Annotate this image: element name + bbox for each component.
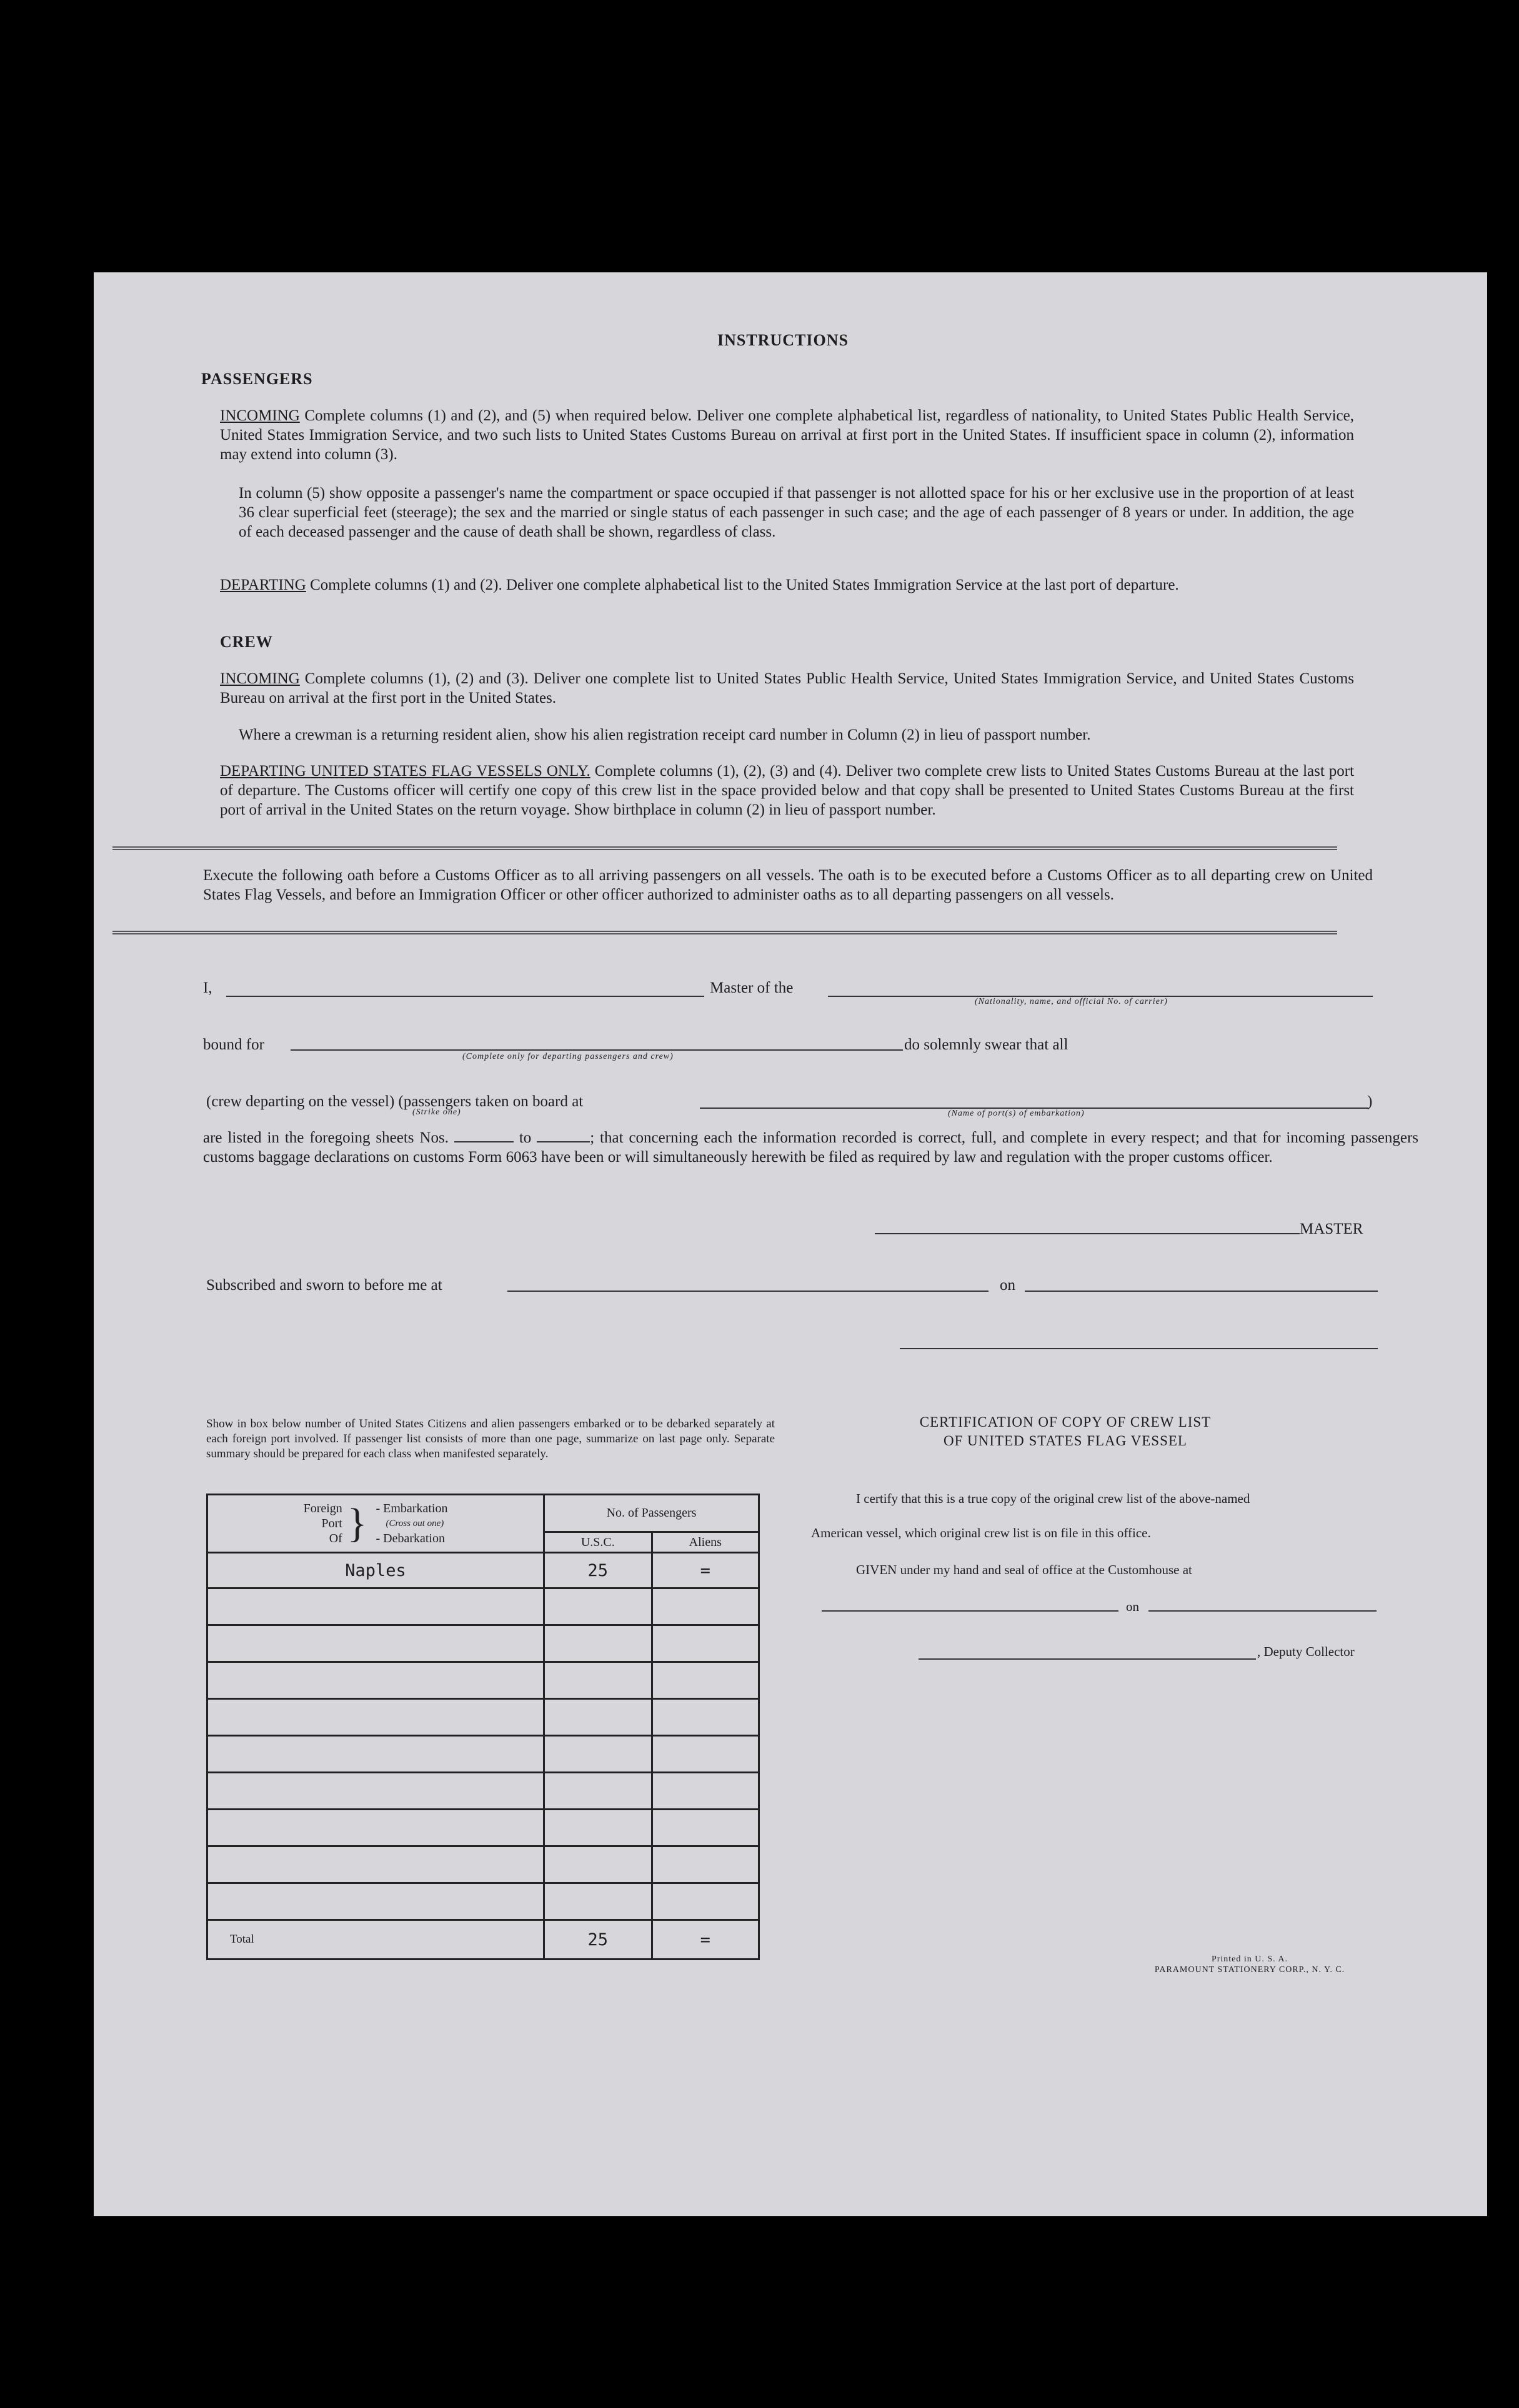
port-cell[interactable] (207, 1846, 544, 1883)
swear-text: do solemnly swear that all (904, 1036, 1068, 1053)
total-row (207, 1920, 759, 1960)
master-name-field[interactable] (226, 996, 704, 997)
section-divider-top (112, 846, 1337, 850)
table-row (207, 1662, 759, 1699)
total-usc: 25 (544, 1920, 652, 1960)
passenger-summary-table (206, 1494, 760, 1960)
bound-for-field[interactable] (291, 1049, 903, 1051)
bound-for-hint: (Complete only for departing passengers and crew) (462, 1052, 674, 1061)
officer-signature-field[interactable] (900, 1348, 1378, 1349)
table-row (207, 1588, 759, 1625)
certify-text: I certify that this is a true copy of the original crew list of the above-named (856, 1491, 1250, 1506)
debarkation-label: - Debarkation (376, 1532, 445, 1545)
carrier-hint: (Nationality, name, and official No. of carrier) (975, 997, 1168, 1006)
close-paren: ) (1367, 1093, 1373, 1110)
port-cell[interactable] (207, 1810, 544, 1846)
crew-departing-text: (crew departing on the vessel) (passengers taken on board at (206, 1093, 584, 1110)
aliens-cell: = (652, 1553, 759, 1588)
table-row (207, 1736, 759, 1773)
total-aliens: = (652, 1920, 759, 1960)
crew-heading: CREW (220, 633, 273, 651)
port-cell[interactable] (207, 1699, 544, 1736)
aliens-cell[interactable] (652, 1846, 759, 1883)
usc-cell[interactable] (544, 1662, 652, 1699)
summary-note: Show in box below number of United States Citizens and alien passengers embarked or to be debarked separately at each foreign port involved. If passenger list consists of more than one page, summarize on last page only. Separate summary should be prepared for each class when manifested separately. (206, 1417, 775, 1460)
certification-title-line2: OF UNITED STATES FLAG VESSEL (944, 1433, 1187, 1449)
usc-cell[interactable] (544, 1846, 652, 1883)
passengers-departing-paragraph (220, 575, 1354, 595)
aliens-cell[interactable] (652, 1625, 759, 1662)
bound-for-label: bound for (203, 1036, 264, 1053)
departing-flag-text: Complete columns (1), (2), (3) and (4). Deliver two complete crew lists to United States Customs Bureau at the last port of departure. The Customs officer will certify one copy of this crew list in the space provided below and that copy shall be presented to United States Customs Bureau at the first port of arrival in the United States on the return voyage. Show birthplace in column (2) in lieu of passport number. (220, 763, 1355, 818)
subscribed-text: Subscribed and sworn to before me at (206, 1277, 442, 1294)
certification-title (887, 1413, 1243, 1450)
port-cell[interactable] (207, 1588, 544, 1625)
aliens-header: Aliens (652, 1532, 759, 1553)
foreign-label: Foreign (303, 1502, 342, 1515)
departing-flag-paragraph (220, 761, 1354, 820)
master-of-label: Master of the (710, 979, 794, 996)
listed-text-b: ; that concerning each the information recorded is correct, full, and complete in every respect; and that for incoming passengers customs baggage declarations on customs Form 6063 have been or will simultaneously herewith be filed as required by law and regulation with the proper customs officer. (203, 1129, 1419, 1166)
port-hint: (Name of port(s) of embarkation) (948, 1109, 1085, 1118)
sheet-to-field[interactable] (537, 1141, 590, 1142)
crewman-paragraph: Where a crewman is a returning resident alien, show his alien registration receipt card number in Column (2) in lieu of passport number. (239, 726, 1091, 743)
cross-out-hint: (Cross out one) (386, 1519, 444, 1529)
sworn-place-field[interactable] (507, 1291, 989, 1292)
american-vessel-text: American vessel, which original crew list is on file in this office. (811, 1525, 1151, 1540)
usc-cell[interactable] (544, 1810, 652, 1846)
master-signature-field[interactable] (875, 1233, 1300, 1234)
section-divider-oath (112, 931, 1337, 934)
aliens-cell[interactable] (652, 1699, 759, 1736)
printer-imprint (1062, 1954, 1437, 1975)
aliens-cell[interactable] (652, 1588, 759, 1625)
listed-paragraph (203, 1128, 1418, 1167)
incoming-text: Complete columns (1) and (2), and (5) when required below. Deliver one complete alphabetical list, regardless of nationality, to United States Public Health Service, United States Immigration Service, and two such lists to United States Customs Bureau on arrival at first port in the United States. If insufficient space in column (2), information may extend into column (3). (220, 407, 1355, 463)
table-row (207, 1810, 759, 1846)
usc-cell[interactable] (544, 1736, 652, 1773)
departing-label: DEPARTING (220, 577, 306, 593)
sworn-date-field[interactable] (1025, 1291, 1378, 1292)
usc-cell[interactable] (544, 1773, 652, 1810)
port-cell[interactable] (207, 1736, 544, 1773)
strike-one-hint: (Strike one) (412, 1107, 461, 1117)
aliens-cell[interactable] (652, 1736, 759, 1773)
oath-i-label: I, (203, 979, 212, 996)
usc-cell: 25 (544, 1553, 652, 1588)
of-label: Of (329, 1532, 342, 1545)
certification-date-field[interactable] (1148, 1610, 1377, 1612)
usc-header: U.S.C. (544, 1532, 652, 1553)
aliens-cell[interactable] (652, 1773, 759, 1810)
table-row (207, 1846, 759, 1883)
usc-cell[interactable] (544, 1588, 652, 1625)
sheet-from-field[interactable] (454, 1141, 514, 1142)
aliens-cell[interactable] (652, 1883, 759, 1920)
column5-paragraph: In column (5) show opposite a passenger's name the compartment or space occupied if that passenger is not allotted space for his or her exclusive use in the proportion of at least 36 clear superficial feet (steerage); the sex and the married or single status of each passenger in such case; and the age of each passenger of 8 years or under. In addition, the age of each deceased passenger and the cause of death shall be shown, regardless of class. (239, 485, 1354, 540)
total-label: Total (207, 1920, 544, 1960)
deputy-collector-signature-field[interactable] (919, 1658, 1256, 1660)
brace-icon: } (347, 1500, 367, 1546)
no-of-passengers-header: No. of Passengers (544, 1495, 759, 1532)
incoming-label: INCOMING (220, 407, 300, 424)
crew-incoming-paragraph (220, 669, 1354, 708)
usc-cell[interactable] (544, 1699, 652, 1736)
customhouse-field[interactable] (822, 1610, 1118, 1612)
crew-incoming-text: Complete columns (1), (2) and (3). Deliver one complete list to United States Public Health Service, United States Immigration Service, and United States Customs Bureau on arrival at the first port in the United States. (220, 670, 1355, 706)
table-row (207, 1553, 759, 1588)
table-row (207, 1625, 759, 1662)
passengers-heading: PASSENGERS (201, 370, 313, 388)
master-label: MASTER (1300, 1221, 1363, 1237)
given-text: GIVEN under my hand and seal of office at the Customhouse at (856, 1562, 1192, 1577)
embarkation-label: - Embarkation (376, 1502, 448, 1515)
table-row (207, 1773, 759, 1810)
oath-intro: Execute the following oath before a Customs Officer as to all arriving passengers on all vessels. The oath is to be executed before a Customs Officer as to all departing crew on United States Flag Vessels, and before an Immigration Officer or other officer authorized to administer oaths as to all departing passengers on all vessels. (203, 867, 1373, 903)
port-cell[interactable] (207, 1773, 544, 1810)
printer-line2: PARAMOUNT STATIONERY CORP., N. Y. C. (1154, 1965, 1345, 1974)
port-label: Port (321, 1517, 342, 1530)
sworn-on-label: on (1000, 1277, 1015, 1294)
port-cell: Naples (207, 1553, 544, 1588)
listed-to: to (519, 1129, 532, 1146)
deputy-collector-label: , Deputy Collector (1257, 1644, 1355, 1659)
crew-incoming-label: INCOMING (220, 670, 300, 687)
table-row (207, 1883, 759, 1920)
port-cell[interactable] (207, 1883, 544, 1920)
departing-text: Complete columns (1) and (2). Deliver one complete alphabetical list to the United States Immigration Service at the last port of departure. (310, 577, 1179, 593)
departing-flag-label: DEPARTING UNITED STATES FLAG VESSELS ONLY. (220, 763, 590, 780)
aliens-cell[interactable] (652, 1810, 759, 1846)
table-row (207, 1699, 759, 1736)
usc-cell[interactable] (544, 1883, 652, 1920)
port-cell[interactable] (207, 1625, 544, 1662)
port-cell[interactable] (207, 1662, 544, 1699)
passengers-incoming-paragraph (220, 406, 1354, 464)
aliens-cell[interactable] (652, 1662, 759, 1699)
printer-line1: Printed in U. S. A. (1211, 1955, 1288, 1964)
port-header-cell (207, 1495, 544, 1553)
certification-on-label: on (1126, 1599, 1139, 1614)
listed-text-a: are listed in the foregoing sheets Nos. (203, 1129, 449, 1146)
instructions-title: INSTRUCTIONS (717, 331, 849, 349)
usc-cell[interactable] (544, 1625, 652, 1662)
certification-title-line1: CERTIFICATION OF COPY OF CREW LIST (919, 1414, 1212, 1430)
